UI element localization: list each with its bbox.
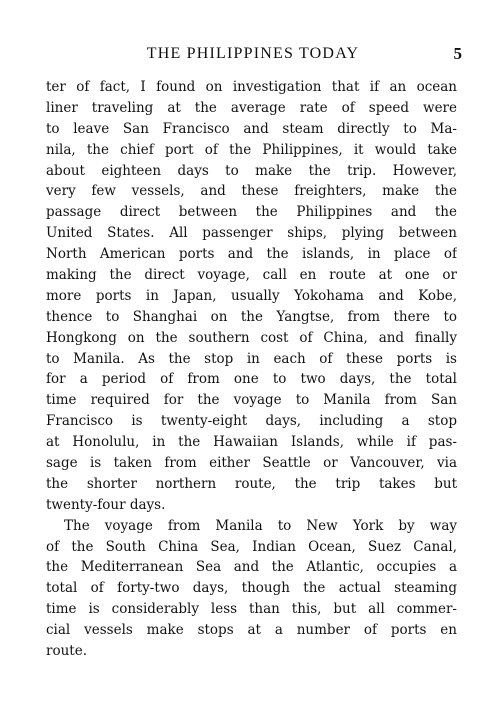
text-line: about eighteen days to make the trip. However, bbox=[46, 162, 457, 179]
text-line: twenty-four days. bbox=[46, 496, 166, 513]
text-line: the shorter northern route, the trip takes but bbox=[46, 475, 457, 492]
text-line: United States. All passenger ships, plying between bbox=[46, 225, 457, 242]
text-line: time is considerably less than this, but all commer- bbox=[46, 601, 457, 618]
text-line: to leave San Francisco and steam directly to Ma- bbox=[46, 120, 457, 137]
text-line: route. bbox=[46, 643, 87, 660]
text-line: liner traveling at the average rate of speed were bbox=[46, 99, 457, 116]
text-line: thence to Shanghai on the Yangtse, from there to bbox=[46, 308, 457, 325]
text-line: for a period of from one to two days, the total bbox=[46, 371, 457, 388]
text-line: cial vessels make stops at a number of ports en bbox=[46, 622, 457, 639]
paragraph bbox=[46, 77, 457, 516]
text-line: ter of fact, I found on investigation that if an ocean bbox=[46, 79, 457, 95]
text-line: Hongkong on the southern cost of China, and finally bbox=[46, 329, 457, 346]
text-line: at Honolulu, in the Hawaiian Islands, while if pas- bbox=[46, 434, 457, 451]
text-line: North American ports and the islands, in place of bbox=[46, 246, 457, 263]
text-line: to Manila. As the stop in each of these ports is bbox=[46, 350, 457, 367]
text-line: Francisco is twenty-eight days, including a stop bbox=[46, 413, 457, 430]
text-line: more ports in Japan, usually Yokohama and Kobe, bbox=[46, 287, 457, 304]
text-line: The voyage from Manila to New York by way bbox=[64, 517, 457, 534]
text-line: making the direct voyage, call en route at one or bbox=[46, 267, 457, 284]
text-line: total of forty-two days, though the actual steaming bbox=[46, 580, 457, 597]
running-title: THE PHILIPPINES TODAY bbox=[146, 45, 360, 62]
text-line: sage is taken from either Seattle or Vancouver, via bbox=[46, 455, 457, 472]
text-line: the Mediterranean Sea and the Atlantic, occupies a bbox=[46, 559, 457, 576]
text-line: passage direct between the Philippines and the bbox=[46, 204, 457, 221]
text-line: very few vessels, and these freighters, make the bbox=[46, 183, 457, 200]
text-line: of the South China Sea, Indian Ocean, Suez Canal, bbox=[46, 538, 457, 555]
paragraph bbox=[46, 516, 457, 662]
running-head bbox=[44, 42, 462, 66]
text-line: nila, the chief port of the Philippines, it would take bbox=[46, 141, 457, 158]
body-text bbox=[46, 77, 457, 662]
text-line: time required for the voyage to Manila from San bbox=[46, 392, 457, 409]
page-number: 5 bbox=[453, 44, 462, 63]
